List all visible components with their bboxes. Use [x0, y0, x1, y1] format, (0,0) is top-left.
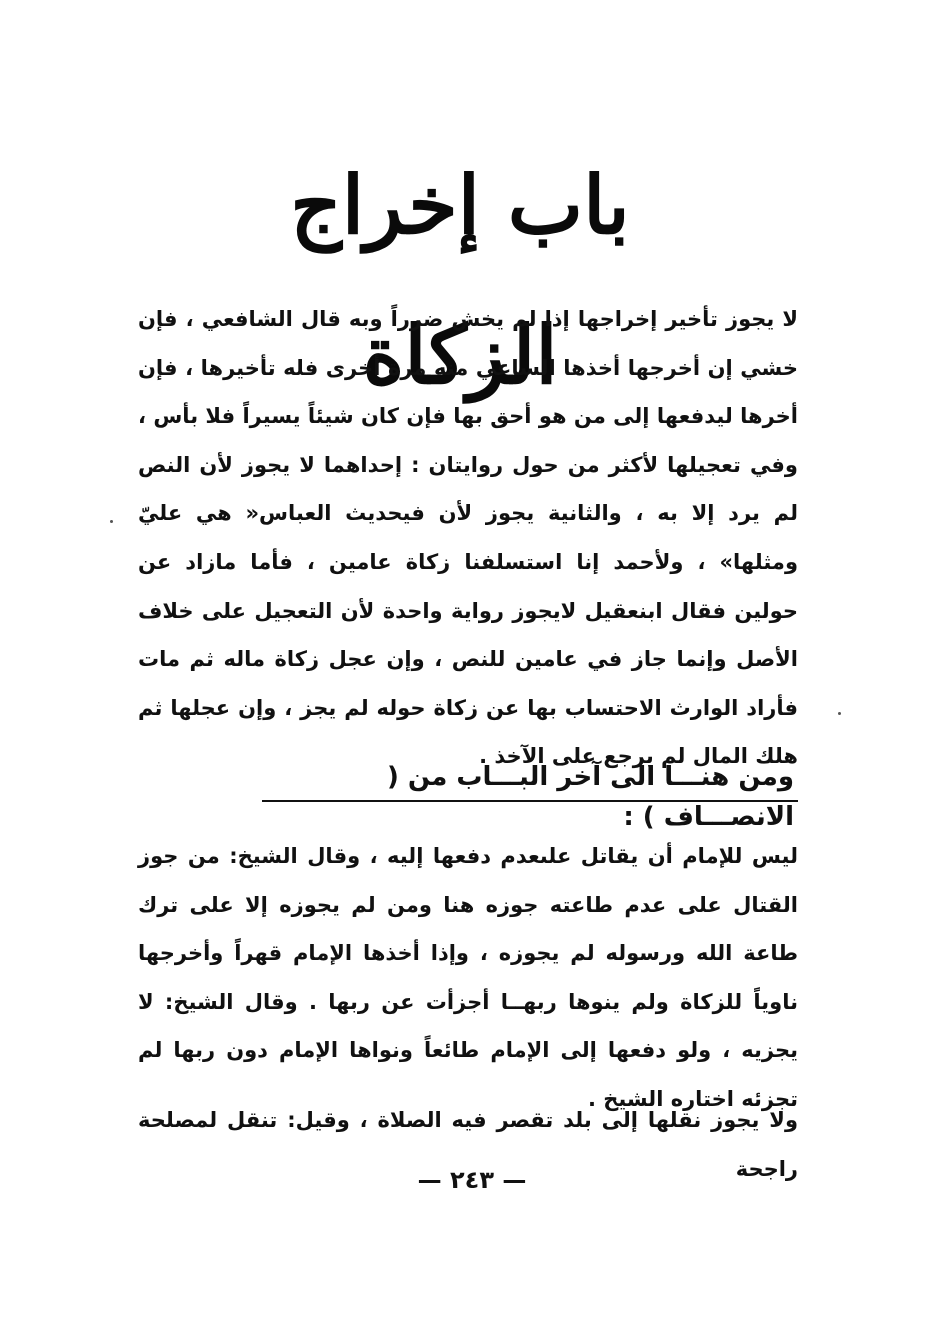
section-subheading: ومن هنـــا الى آخر البـــاب من ( الانصـــاف ) :	[386, 762, 794, 832]
page-number: — ٢٤٣ —	[417, 1166, 527, 1194]
body-paragraph: ليس للإمام أن يقاتل علىعدم دفعها إليه ، وقال الشيخ: من جوز القتال على عدم طاعته جوزه هنا ومن لم يجوزه إلا على ترك طاعة الله ورسوله لم يجوزه ، وإذا أخذها الإمام قهراً وأخرجها ناوياً للزكاة ولم ينوها ربهــا أجزأت عن ربها . وقال الشيخ: لا يجزيه ، ولو دفعها إلى الإمام طائعاً ونواها الإمام دون ربها لم تجزئه اختاره الشيخ .	[138, 844, 798, 1111]
chapter-title: باب إخراج الزكاة	[290, 158, 630, 402]
subheading-underline	[262, 800, 798, 802]
body-paragraph: ولا يجوز نقلها إلى بلد تقصر فيه الصلاة ، وقيل: تنقل لمصلحة راجحة	[138, 1108, 798, 1181]
scan-speck	[838, 712, 841, 715]
scan-speck	[110, 520, 113, 523]
body-paragraph: لا يجوز تأخير إخراجها إذا لم يخش ضرراً وبه قال الشافعي ، فإن خشي إن أخرجها أخذها الساعي منه مرة أخرى فله تأخيرها ، فإن أخرها ليدفعها إلى من هو أحق بها فإن كان شيئاً يسيراً فلا بأس ، وفي تعجيلها لأكثر من حول روايتان : إحداهما لا يجوز لأن النص لم يرد إلا به ، والثانية يجوز لأن فيحديث العباس« هي عليّ ومثلها» ، ولأحمد إنا استسلفنا زكاة عامين ، فأما مازاد عن حولين فقال ابنعقيل لايجوز رواية واحدة لأن التعجيل على خلاف الأصل وإنما جاز في عامين للنص ، وإن عجل زكاة ماله ثم مات فأراد الوارث الاحتساب بها عن زكاة حوله لم يجز ، وإن عجلها ثم هلك المال لم يرجع على الآخذ .	[138, 307, 798, 769]
